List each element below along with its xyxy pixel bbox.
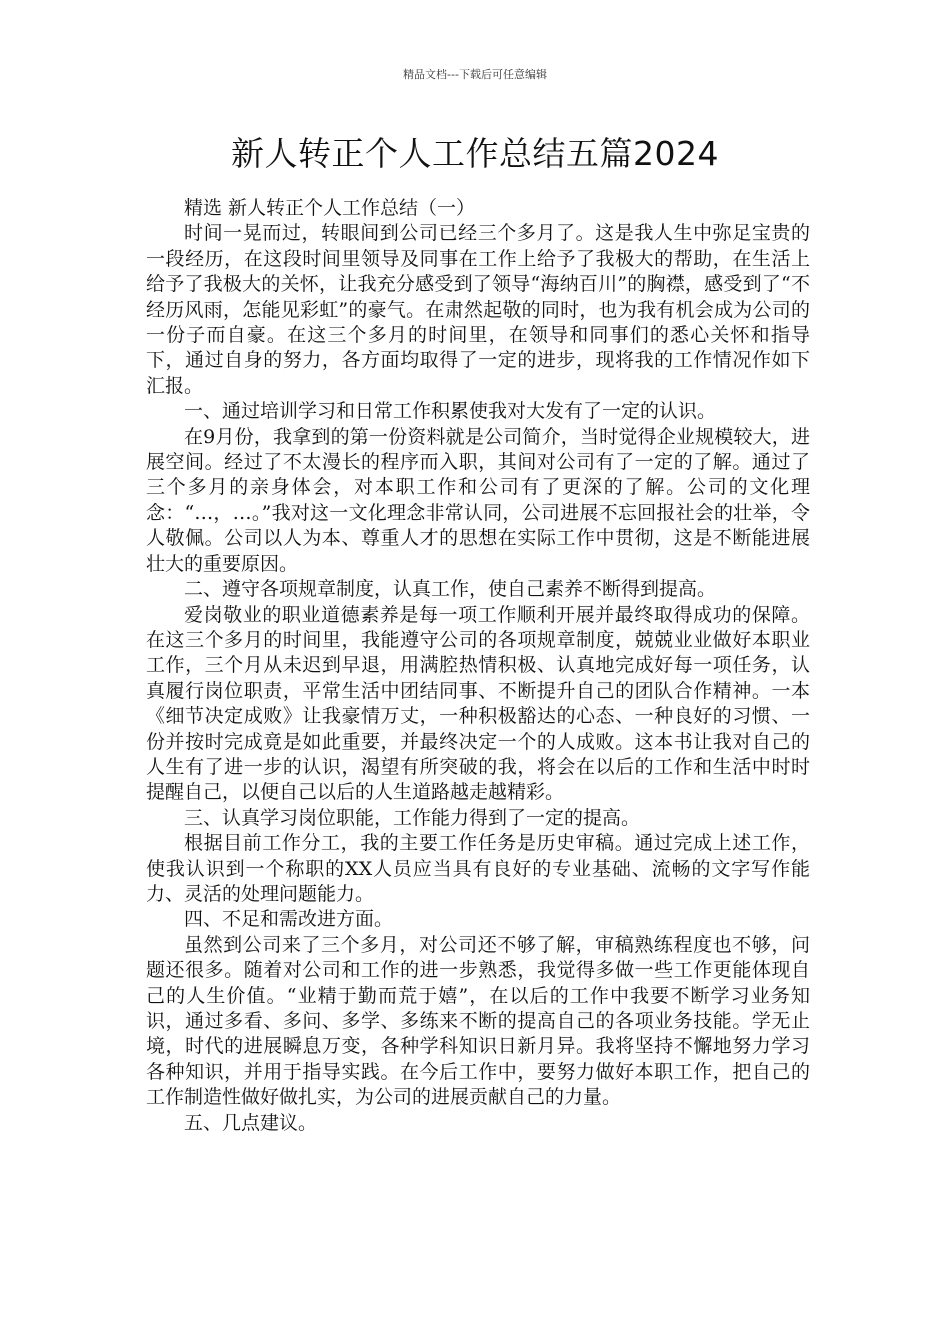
section-heading: 二、遵守各项规章制度，认真工作，使自己素养不断得到提高。	[184, 578, 717, 601]
header-note: 精品文档---下载后可任意编辑	[403, 68, 547, 81]
body-paragraph: 爱岗敬业的职业道德素养是每一项工作顺利开展并最终取得成功的保障。在这三个多月的时间里，我能遵守公司的各项规章制度，兢兢业业做好本职业工作，三个月从未迟到早退，用满腔热情积极、认真地完成好每一项任务，认真履行岗位职责，平常生活中团结同事、不断提升自己的团队合作精神。一本《细节决定成败》让我豪情万丈，一种积极豁达的心态、一种良好的习惯、一份并按时完成竟是如此重要，并最终决定一个的人成败。这本书让我对自己的人生有了进一步的认识，渴望有所突破的我，将会在以后的工作和生活中时时提醒自己，以便自己以后的人生道路越走越精彩。	[146, 603, 810, 804]
section-heading: 三、认真学习岗位职能，工作能力得到了一定的提高。	[184, 806, 641, 829]
document-body	[146, 196, 810, 1136]
document-title: 新人转正个人工作总结五篇2024	[231, 134, 719, 173]
section-heading: 精选 新人转正个人工作总结（一）	[184, 197, 476, 219]
body-paragraph: 虽然到公司来了三个多月，对公司还不够了解，审稿熟练程度也不够，问题还很多。随着对公司和工作的进一步熟悉，我觉得多做一些工作更能体现自己的人生价值。“业精于勤而荒于嬉”，在以后的工作中我要不断学习业务知识，通过多看、多问、多学、多练来不断的提高自己的各项业务技能。学无止境，时代的进展瞬息万变，各种学科知识日新月异。我将坚持不懈地努力学习各种知识，并用于指导实践。在今后工作中，要努力做好本职工作，把自己的工作制造性做好做扎实，为公司的进展贡献自己的力量。	[146, 933, 810, 1109]
section-heading: 一、通过培训学习和日常工作积累使我对大发有了一定的认识。	[184, 400, 717, 423]
section-heading: 四、不足和需改进方面。	[184, 908, 394, 931]
section-heading: 五、几点建议。	[184, 1111, 318, 1134]
body-paragraph: 时间一晃而过，转眼间到公司已经三个多月了。这是我人生中弥足宝贵的一段经历，在这段时间里领导及同事在工作上给予了我极大的帮助，在生活上给予了我极大的关怀，让我充分感受到了领导“海纳百川”的胸襟，感受到了“不经历风雨，怎能见彩虹”的豪气。在肃然起敬的同时，也为我有机会成为公司的一份子而自豪。在这三个多月的时间里，在领导和同事们的悉心关怀和指导下，通过自身的努力，各方面均取得了一定的进步，现将我的工作情况作如下汇报。	[146, 222, 810, 397]
body-paragraph: 根据目前工作分工，我的主要工作任务是历史审稿。通过完成上述工作，使我认识到一个称职的XX人员应当具有良好的专业基础、流畅的文字写作能力、灵活的处理问题能力。	[146, 832, 810, 905]
body-paragraph: 在9月份，我拿到的第一份资料就是公司简介，当时觉得企业规模较大，进展空间。经过了不太漫长的程序而入职，其间对公司有了一定的了解。通过了三个多月的亲身体会，对本职工作和公司有了更深的了解。公司的文化理念：“…，…。”我对这一文化理念非常认同，公司进展不忘回报社会的壮举，令人敬佩。公司以人为本、尊重人才的思想在实际工作中贯彻，这是不断能进展壮大的重要原因。	[146, 425, 810, 575]
